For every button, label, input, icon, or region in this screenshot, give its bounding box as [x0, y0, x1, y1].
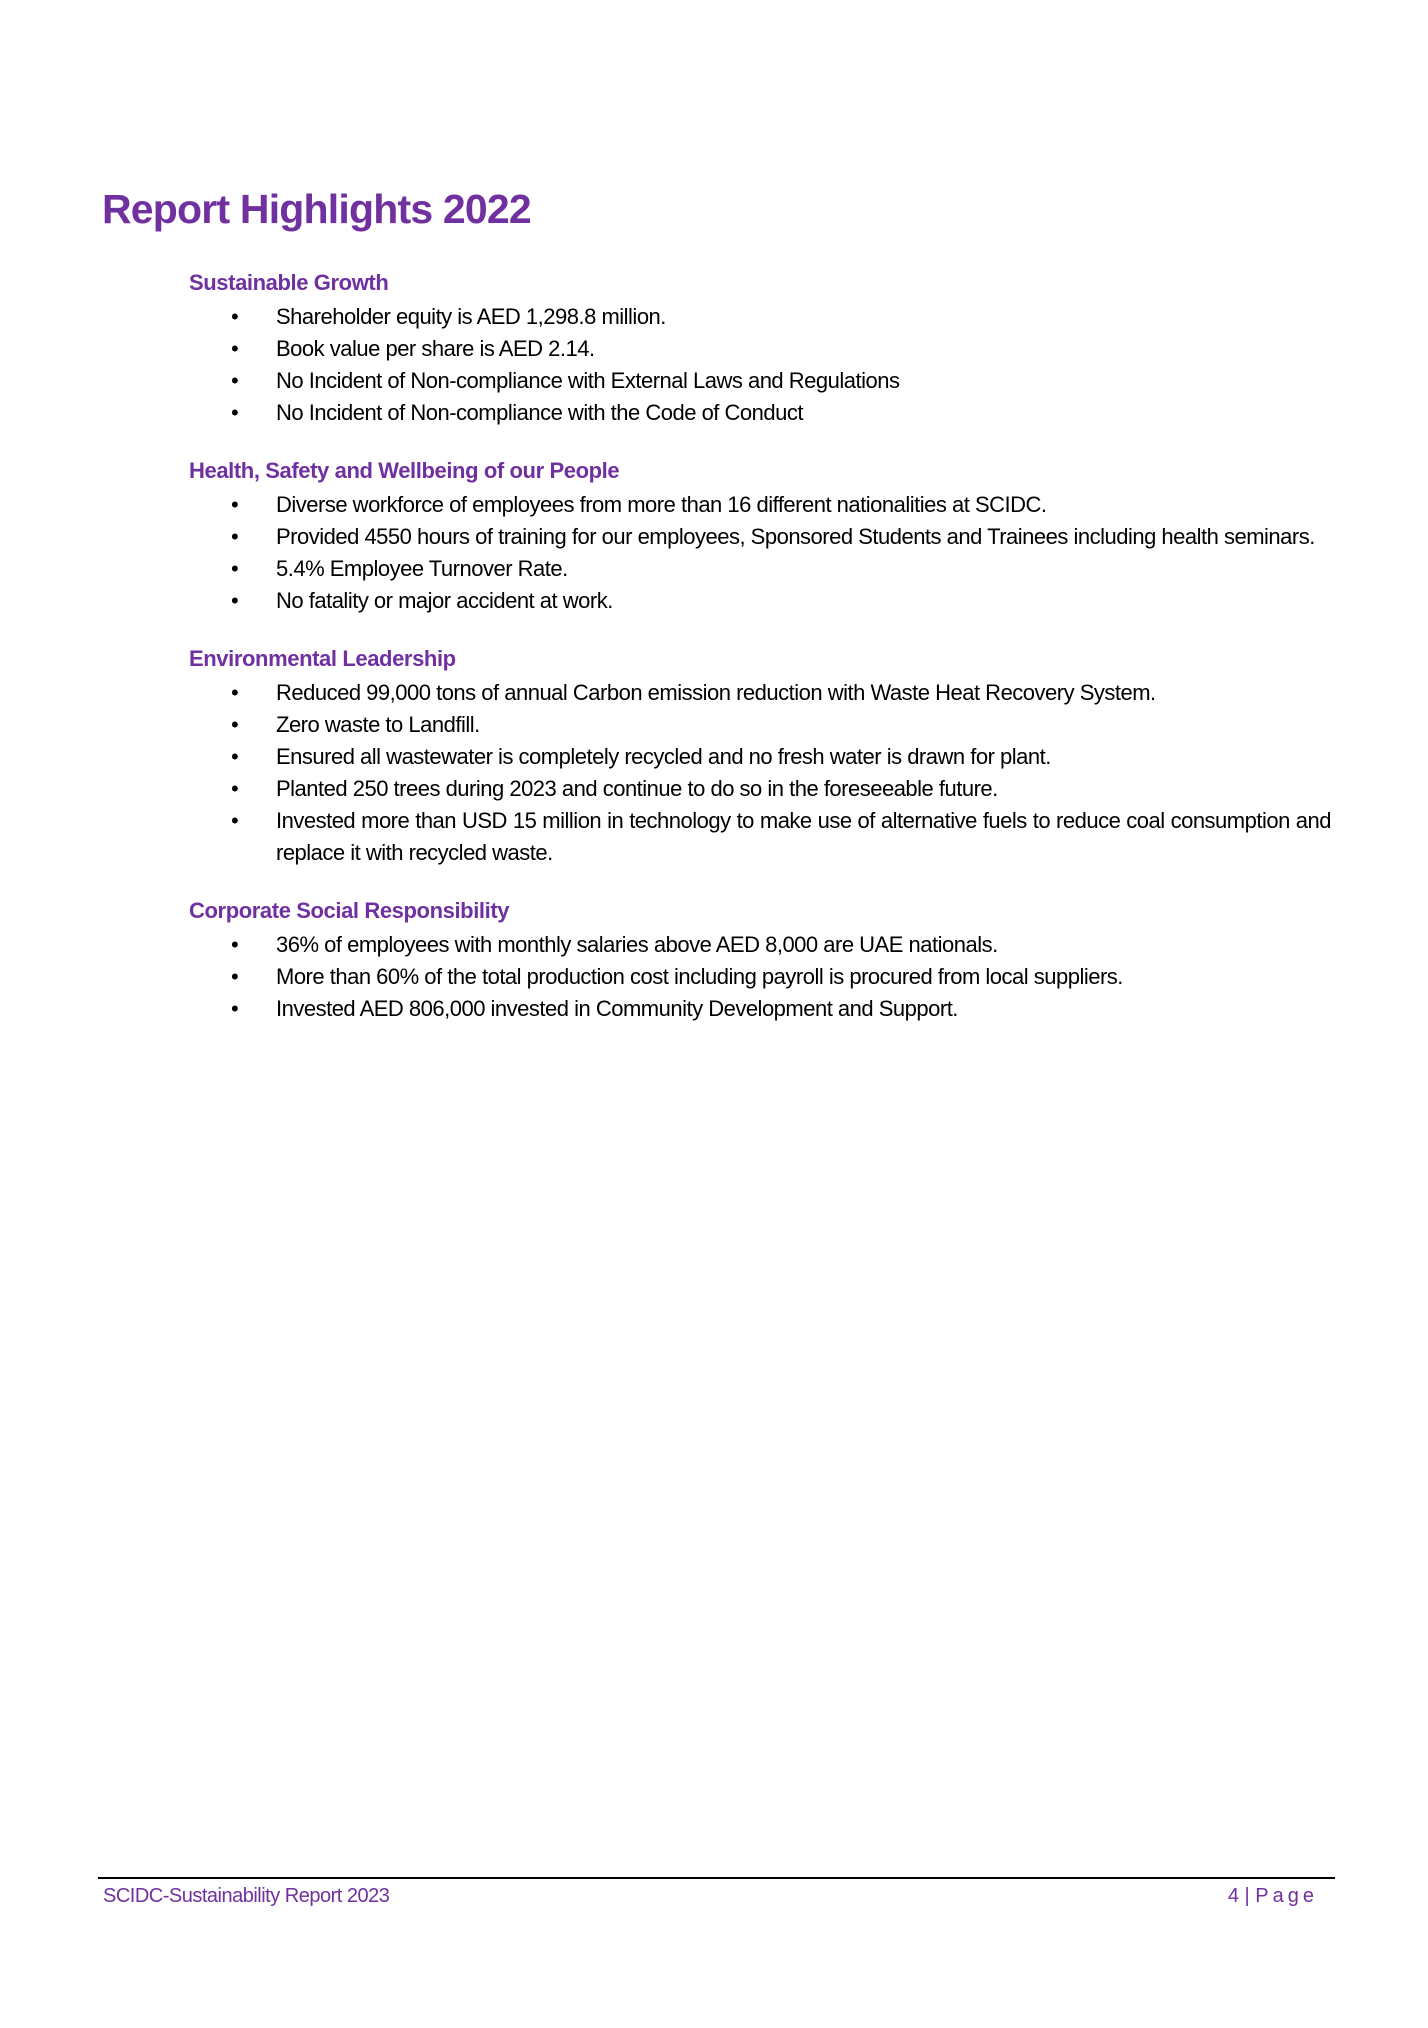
list-item: • 36% of employees with monthly salaries above AED 8,000 are UAE nationals.: [189, 929, 1331, 961]
list-item: • No fatality or major accident at work.: [189, 585, 1331, 617]
list-item: • Planted 250 trees during 2023 and continue to do so in the foreseeable future.: [189, 773, 1331, 805]
list-item: • Zero waste to Landfill.: [189, 709, 1331, 741]
page-word: Page: [1255, 1885, 1318, 1907]
bullet-list: [189, 677, 1331, 869]
list-item: • Book value per share is AED 2.14.: [189, 333, 1331, 365]
footer-report-name: SCIDC-Sustainability Report 2023: [103, 1885, 390, 1907]
list-item: • Provided 4550 hours of training for our employees, Sponsored Students and Trainees including health seminars.: [189, 521, 1331, 553]
bullet-list: [189, 489, 1331, 617]
section-heading: Corporate Social Responsibility: [189, 898, 510, 923]
highlights-content: [189, 268, 1331, 1052]
section-health-safety: [189, 456, 1331, 617]
list-item: • 5.4% Employee Turnover Rate.: [189, 553, 1331, 585]
list-item: • More than 60% of the total production cost including payroll is procured from local suppliers.: [189, 961, 1331, 993]
list-item: • Invested AED 806,000 invested in Community Development and Support.: [189, 993, 1331, 1025]
list-item: • Diverse workforce of employees from more than 16 different nationalities at SCIDC.: [189, 489, 1331, 521]
footer-page-number: [1228, 1885, 1318, 1908]
page-separator: |: [1244, 1885, 1250, 1907]
section-heading: Environmental Leadership: [189, 646, 456, 671]
list-item: • No Incident of Non-compliance with the Code of Conduct: [189, 397, 1331, 429]
list-item: • Ensured all wastewater is completely recycled and no fresh water is drawn for plant.: [189, 741, 1331, 773]
bullet-list: [189, 301, 1331, 429]
page-title: Report Highlights 2022: [102, 186, 531, 232]
section-heading: Health, Safety and Wellbeing of our People: [189, 458, 620, 483]
section-heading: Sustainable Growth: [189, 270, 389, 295]
section-sustainable-growth: [189, 268, 1331, 429]
bullet-list: [189, 929, 1331, 1025]
list-item: • No Incident of Non-compliance with External Laws and Regulations: [189, 365, 1331, 397]
section-environmental-leadership: [189, 644, 1331, 869]
list-item: • Shareholder equity is AED 1,298.8 million.: [189, 301, 1331, 333]
page-number: 4: [1227, 1885, 1239, 1907]
list-item: • Invested more than USD 15 million in technology to make use of alternative fuels to reduce coal consumption and replace it with recycled waste.: [189, 805, 1331, 869]
footer-divider: [98, 1877, 1335, 1879]
section-corporate-social-responsibility: [189, 896, 1331, 1025]
list-item: • Reduced 99,000 tons of annual Carbon emission reduction with Waste Heat Recovery System.: [189, 677, 1331, 709]
